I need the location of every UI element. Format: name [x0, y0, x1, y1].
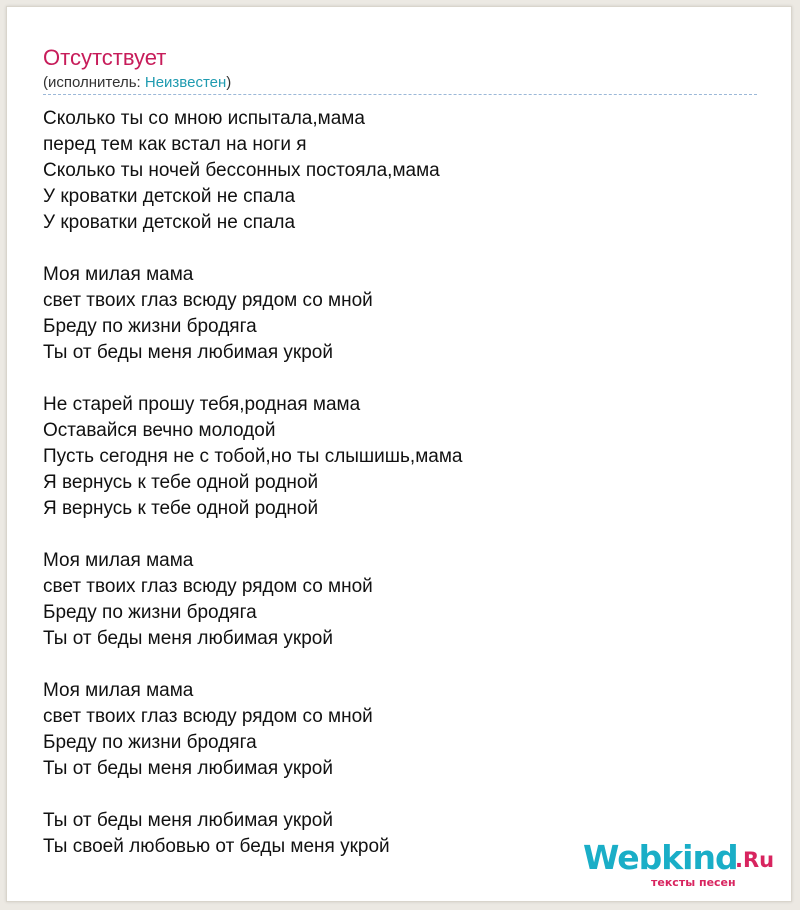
lyric-line: Ты от беды меня любимая укрой: [43, 758, 333, 779]
lyric-line: Моя милая мама: [43, 264, 194, 285]
site-logo[interactable]: [583, 839, 783, 895]
lyric-line: свет твоих глаз всюду рядом со мной: [43, 706, 373, 727]
lyric-line: У кроватки детской не спала: [43, 212, 296, 233]
lyric-line: Сколько ты со мною испытала,мама: [43, 108, 365, 129]
lyric-line: Не старей прошу тебя,родная мама: [43, 394, 361, 415]
lyric-line: свет твоих глаз всюду рядом со мной: [43, 290, 373, 311]
artist-link[interactable]: Неизвестен: [144, 74, 227, 91]
stanza-break: [43, 782, 462, 808]
logo-domain: .Ru: [735, 848, 775, 872]
logo-wordmark: Webkind: [583, 838, 738, 877]
lyric-line: Я вернусь к тебе одной родной: [43, 472, 319, 493]
logo-tagline: тексты песен: [651, 876, 736, 889]
artist-line: [43, 74, 231, 92]
artist-prefix: (исполнитель:: [43, 74, 145, 91]
stanza-break: [43, 366, 462, 392]
lyric-line: Бреду по жизни бродяга: [43, 732, 257, 753]
song-title: Отсутствует: [43, 45, 167, 70]
lyric-line: Бреду по жизни бродяга: [43, 602, 257, 623]
lyric-line: Моя милая мама: [43, 680, 194, 701]
lyric-line: перед тем как встал на ноги я: [43, 134, 307, 155]
lyric-line: Моя милая мама: [43, 550, 194, 571]
lyric-line: Ты от беды меня любимая укрой: [43, 810, 333, 831]
lyric-line: Ты своей любовью от беды меня укрой: [43, 836, 390, 857]
lyric-line: Оставайся вечно молодой: [43, 420, 276, 441]
lyrics-card: [6, 6, 792, 902]
lyric-line: У кроватки детской не спала: [43, 186, 296, 207]
lyric-line: Пусть сегодня не с тобой,но ты слышишь,мама: [43, 446, 463, 467]
stanza-break: [43, 236, 462, 262]
lyric-line: Бреду по жизни бродяга: [43, 316, 257, 337]
lyric-line: Я вернусь к тебе одной родной: [43, 498, 319, 519]
stanza-break: [43, 652, 462, 678]
artist-suffix: ): [226, 74, 232, 91]
lyric-line: Сколько ты ночей бессонных постояла,мама: [43, 160, 440, 181]
lyrics-text: [43, 106, 462, 860]
lyric-line: Ты от беды меня любимая укрой: [43, 342, 333, 363]
lyric-line: свет твоих глаз всюду рядом со мной: [43, 576, 373, 597]
title-divider: [43, 94, 757, 95]
stanza-break: [43, 522, 462, 548]
lyric-line: Ты от беды меня любимая укрой: [43, 628, 333, 649]
